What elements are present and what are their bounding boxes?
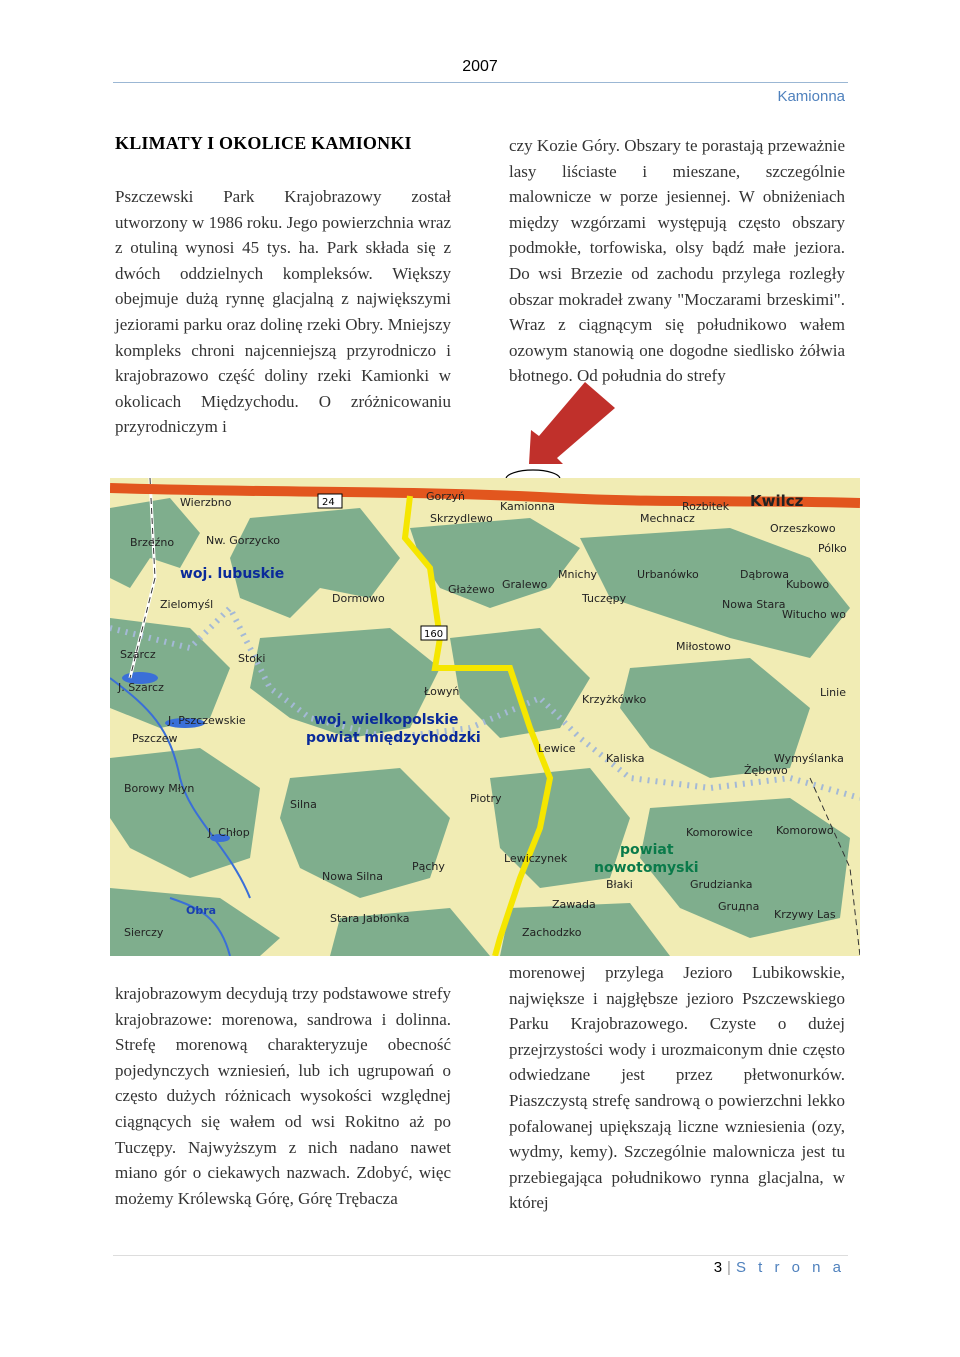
- svg-text:Zielomyśl: Zielomyśl: [160, 598, 214, 611]
- column-4: [509, 960, 845, 1216]
- column-1: [115, 184, 451, 440]
- svg-text:nowotomyski: nowotomyski: [594, 860, 699, 876]
- paragraph-col2: czy Kozie Góry. Obszary te porastają przeważnie lasy liściaste i mieszane, szczególnie malownicze w porze jesiennej. W obniżeniach między wzgórzami występują często obszary podmokłe, torfowiska, olsy bądź małe jeziora. Do wsi Brzezie od zachodu przylega rozległy obszar mokradeł zwany "Moczarami brzeskimi". Wraz z ciągnącym się południkowo wałem ozowym stanowią one dogodne siedlisko żółwia błotnego. Od południa do strefy: [509, 136, 845, 386]
- svg-text:Dąbrowa: Dąbrowa: [740, 568, 789, 581]
- svg-text:Pólko: Pólko: [818, 542, 847, 555]
- article-title: KLIMATY I OKOLICE KAMIONKI: [115, 133, 412, 153]
- svg-text:Komorowice: Komorowice: [686, 826, 753, 839]
- column-3: [115, 981, 451, 1211]
- svg-text:Kamionna: Kamionna: [500, 500, 555, 513]
- svg-text:Gorzyń: Gorzyń: [426, 490, 466, 503]
- road-24-label: 24: [322, 497, 335, 508]
- svg-text:Kaliska: Kaliska: [606, 752, 645, 765]
- svg-text:Nowa Stara: Nowa Stara: [722, 598, 786, 611]
- svg-text:J. Pszczewskie: J. Pszczewskie: [168, 714, 246, 727]
- svg-text:Zawada: Zawada: [552, 898, 596, 911]
- region-map: [110, 478, 860, 956]
- footer-divider: [113, 1255, 848, 1256]
- svg-text:Wierzbno: Wierzbno: [180, 496, 232, 509]
- svg-text:Miłostowo: Miłostowo: [676, 640, 731, 653]
- svg-text:Krzywy Las: Krzywy Las: [774, 908, 836, 921]
- svg-text:Mnichy: Mnichy: [558, 568, 598, 581]
- svg-text:Silna: Silna: [290, 798, 317, 811]
- svg-text:powiat: powiat: [620, 842, 674, 858]
- svg-text:Krzyżkówko: Krzyżkówko: [582, 693, 647, 706]
- svg-text:Pąchy: Pąchy: [412, 860, 445, 873]
- svg-text:Witucho wo: Witucho wo: [782, 608, 846, 621]
- svg-text:Nw. Gorzycko: Nw. Gorzycko: [206, 534, 281, 547]
- svg-text:Linie: Linie: [820, 686, 846, 699]
- svg-text:Gruдna: Gruдna: [718, 900, 760, 913]
- paragraph-col3: krajobrazowym decydują trzy podstawowe strefy krajobrazowe: morenowa, sandrowa i dolinna. Strefę morenową charakteryzuje obecność pojedynczych wzniesień, lub ich ugrupowań o często dużych różnicach wysokości względnej ciągnących się wałem od wsi Rokitno aż po Tuczępy. Najwyższym z nich nadano nawet miano gór o ciekawych nazwach. Zdobyć, więc możemy Królewską Górę, Górę Trębacza: [115, 984, 451, 1208]
- column-2: [509, 133, 845, 389]
- footer-word: S t r o n a: [735, 1259, 845, 1276]
- svg-text:Lewiczynek: Lewiczynek: [504, 852, 568, 865]
- svg-text:Kubowo: Kubowo: [786, 578, 830, 591]
- svg-text:Lewice: Lewice: [538, 742, 576, 755]
- header-subtitle: Kamionna: [777, 88, 845, 105]
- svg-text:Urbanówko: Urbanówko: [637, 568, 699, 581]
- svg-text:Łowyń: Łowyń: [424, 685, 460, 698]
- svg-text:Stoki: Stoki: [238, 652, 266, 665]
- svg-text:Tuczępy: Tuczępy: [582, 592, 627, 605]
- svg-text:woj. wielkopolskie: woj. wielkopolskie: [314, 712, 459, 728]
- location-arrow-icon: [505, 380, 625, 490]
- svg-text:Zachodzko: Zachodzko: [522, 926, 582, 939]
- svg-text:Wymyślanka: Wymyślanka: [774, 752, 844, 765]
- svg-text:Obra: Obra: [186, 904, 217, 917]
- svg-text:Piotry: Piotry: [470, 792, 502, 805]
- svg-text:Borowy Młyn: Borowy Młyn: [124, 782, 195, 795]
- svg-text:Mechnacz: Mechnacz: [640, 512, 695, 525]
- svg-text:Żębowo: Żębowo: [744, 764, 788, 777]
- svg-text:J. Chłop: J. Chłop: [208, 826, 250, 839]
- svg-text:Brzeźno: Brzeźno: [130, 536, 175, 549]
- page-footer: [714, 1259, 845, 1276]
- svg-text:woj. lubuskie: woj. lubuskie: [180, 566, 285, 582]
- road-160-label: 160: [424, 629, 444, 640]
- svg-text:Skrzydlewo: Skrzydlewo: [430, 512, 493, 525]
- svg-text:Pszczew: Pszczew: [132, 732, 178, 745]
- svg-text:Gralewo: Gralewo: [502, 578, 548, 591]
- svg-text:Błaki: Błaki: [606, 878, 633, 891]
- svg-text:Komorowo: Komorowo: [776, 824, 834, 837]
- svg-text:Szarcz: Szarcz: [120, 648, 156, 661]
- header-year: 2007: [462, 58, 498, 75]
- header-divider: [113, 82, 848, 83]
- svg-text:Grudzianka: Grudzianka: [690, 878, 753, 891]
- footer-separator: |: [727, 1259, 732, 1276]
- svg-text:Głażewo: Głażewo: [448, 583, 495, 596]
- svg-text:powiat międzychodzki: powiat międzychodzki: [306, 730, 481, 746]
- paragraph-col1: Pszczewski Park Krajobrazowy został utworzony w 1986 roku. Jego powierzchnia wraz z otuliną wynosi 45 tys. ha. Park składa się z dwóch oddzielnych kompleksów. Większy obejmuje dużą rynnę glacjalną z największymi jeziorami parku oraz dolinę rzeki Obry. Mniejszy kompleks chroni najcenniejszą przyrodniczo i krajobrazowo część doliny rzeki Kamionki w okolicach Międzychodu. O zróżnicowaniu przyrodniczym i: [115, 187, 451, 437]
- page-number: 3: [713, 1259, 724, 1276]
- svg-text:Rozbitek: Rozbitek: [682, 500, 730, 513]
- paragraph-col4: morenowej przylega Jezioro Lubikowskie, największe i najgłębsze jezioro Pszczewskiego Parku Krajobrazowego. Czyste o dużej przejrzystości wody i urozmaiconym dnie często odwiedzane jest przez płetwonurków. Piaszczystą strefę sandrową o powierzchni lekko pofalowanej upiększają liczne wzniesienia (ozy, wydmy, kemy). Szczególnie malownicza jest tu przebiegająca południkowo rynna glacjalna, w której: [509, 963, 845, 1213]
- svg-text:Orzeszkowo: Orzeszkowo: [770, 522, 836, 535]
- svg-text:Nowa Silna: Nowa Silna: [322, 870, 383, 883]
- svg-text:Kwilcz: Kwilcz: [750, 492, 804, 510]
- svg-text:Stara Jabłonka: Stara Jabłonka: [330, 912, 410, 925]
- svg-text:Dormowo: Dormowo: [332, 592, 385, 605]
- svg-text:Sierczy: Sierczy: [124, 926, 164, 939]
- svg-text:J. Szarcz: J. Szarcz: [118, 681, 164, 694]
